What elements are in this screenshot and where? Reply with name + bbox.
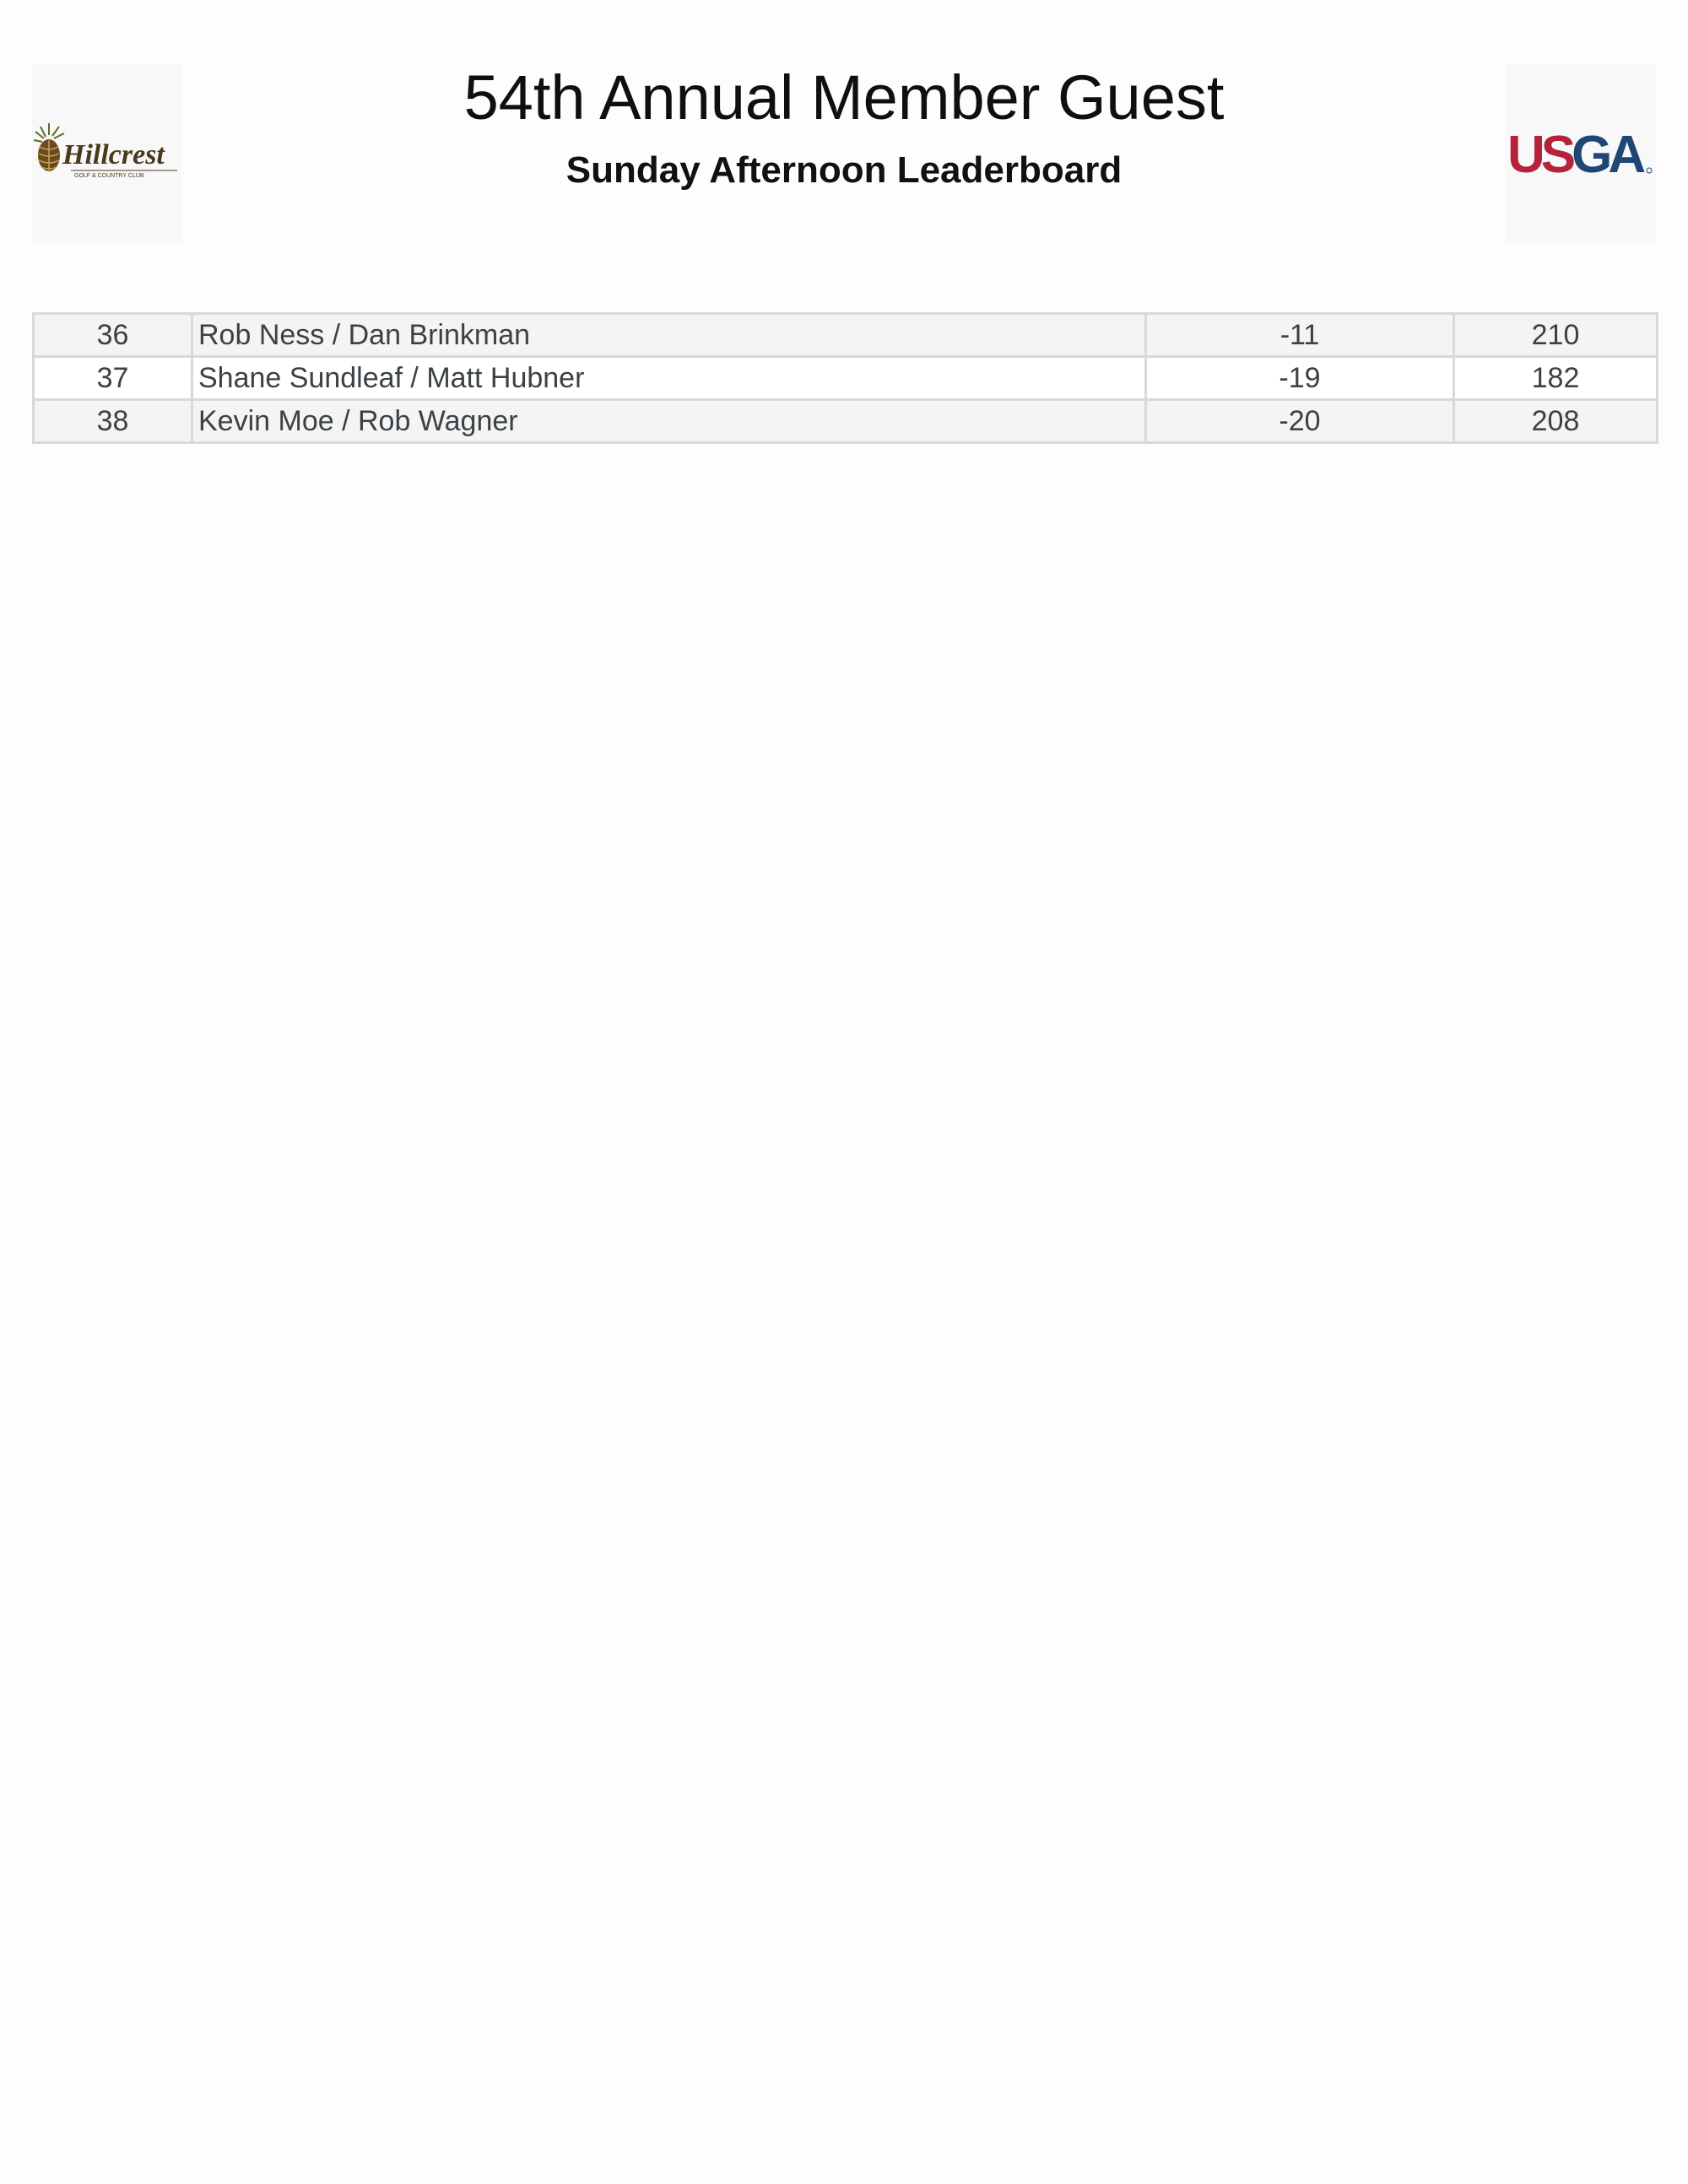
team-cell: Kevin Moe / Rob Wagner [192, 400, 1146, 443]
score-cell: -20 [1146, 400, 1454, 443]
score-cell: -19 [1146, 357, 1454, 400]
leaderboard-table [32, 312, 1658, 444]
usga-logo [1506, 64, 1656, 243]
usga-wordmark-icon [1506, 128, 1656, 179]
team-cell: Shane Sundleaf / Matt Hubner [192, 357, 1146, 400]
hillcrest-wordmark: Hillcrest [62, 139, 165, 170]
svg-text:USGA: USGA [1507, 128, 1642, 179]
rank-cell: 38 [34, 400, 192, 443]
table-row [34, 314, 1658, 357]
rank-cell: 36 [34, 314, 192, 357]
score-cell: -11 [1146, 314, 1454, 357]
page-subtitle: Sunday Afternoon Leaderboard [565, 149, 1123, 191]
team-cell: Rob Ness / Dan Brinkman [192, 314, 1146, 357]
table-row [34, 357, 1658, 400]
rank-cell: 37 [34, 357, 192, 400]
table-row [34, 400, 1658, 443]
page-title: 54th Annual Member Guest [463, 62, 1225, 132]
total-cell: 182 [1454, 357, 1658, 400]
page-header [0, 0, 1688, 253]
total-cell: 208 [1454, 400, 1658, 443]
total-cell: 210 [1454, 314, 1658, 357]
hillcrest-tagline: GOLF & COUNTRY CLUB [74, 173, 144, 179]
